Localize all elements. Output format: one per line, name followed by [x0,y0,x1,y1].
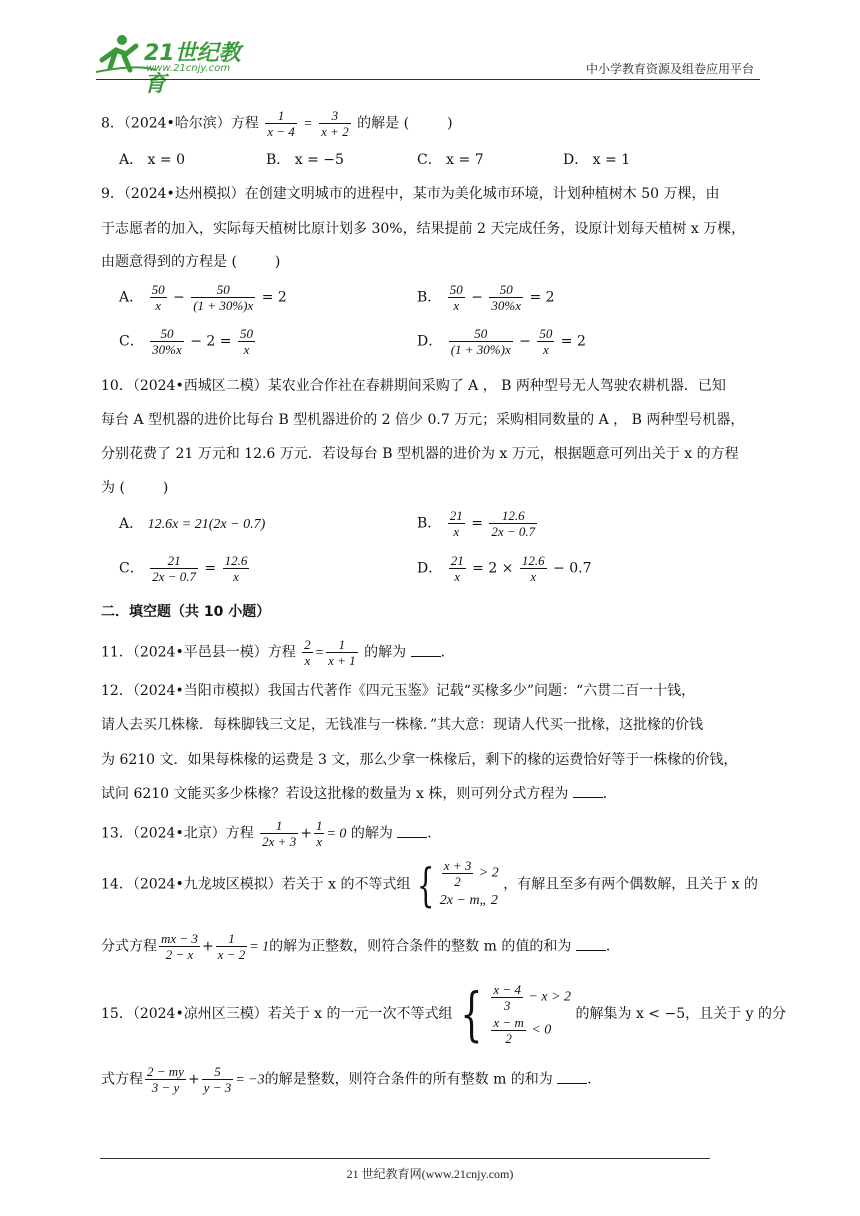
logo-text: 21世纪教育 [144,41,241,97]
q12-line-3: 为 6210 文．如果每株椽的运费是 3 文，那么少拿一株椽后，剩下的椽的运费恰好等于一株椽的价钱， [101,752,738,768]
q8-fraction-left: $\frac{1}{x - 4}$ [267,108,295,139]
q12-line-2: 请人去买几株椽．每株脚钱三文足，无钱准与一株椽．”其大意：现请人代买一批椽，这批椽的价钱 [101,717,704,733]
q11-answer-blank[interactable] [411,642,441,657]
q9-option-c[interactable]: C． $\frac{50}{30\%x}$ − 2 = $\frac{50}{x}$ [119,326,253,357]
header-divider [96,79,760,80]
q10-line-2: 每台 A 型机器的进价比每台 B 型机器进价的 2 倍少 0.7 万元；采购相同数量的 A ， B 两种型号机器， [101,412,745,428]
q15-line-2: 式方程 $\frac{2 - my}{3 - y}$ + $\frac{5}{y - 3}$ = −3的解是整数，则符合条件的所有整数 m 的和为 ． [101,1064,602,1095]
q15-line-1: 15．（2024•凉州区三模）若关于 x 的一元一次不等式组 { $\frac{x - 4}{3}$ − x > 2 $\frac{x - m}{2}$ < 0 的解集为 x < −5，且关于 y 的分 [101,980,786,1048]
question-11: 11．（2024•平邑县一模）方程 $\frac{2}{x}$ = $\frac{1}{x + 1}$ 的解为 ． [101,637,455,668]
q10-option-b[interactable]: B． $\frac{21}{x}$ = $\frac{12.6}{2x - 0.7}$ [417,508,536,539]
question-8: 8．（2024•哈尔滨）方程 $\frac{1}{x - 4}$ = $\frac{3}{x + 2}$ 的解是 ( ) [101,108,453,139]
q10-line-4: 为 ( ) [101,480,169,496]
q8-suffix: 的解是 ( [357,115,410,132]
footer-divider [100,1158,710,1159]
q13-answer-blank[interactable] [397,823,427,838]
q10-option-a[interactable]: A． 12.6x = 21(2x − 0.7) [119,516,266,532]
q8-option-a[interactable]: A． x = 0 [119,152,185,168]
header-right-title: 中小学教育资源及组卷应用平台 [585,62,754,76]
q14-answer-blank[interactable] [576,936,606,951]
q10-option-d[interactable]: D． $\frac{21}{x}$ = 2 × $\frac{12.6}{x}$ − 0.7 [417,553,592,584]
q10-line-3: 分别花费了 21 万元和 12.6 万元．若设每台 B 型机器的进价为 x 万元，根据题意可列出关于 x 的方程 [101,446,739,462]
q9-line-1: 9．（2024•达州模拟）在创建文明城市的进程中，某市为美化城市环境，计划种植树木 50 万棵，由 [101,186,720,202]
q9-line-3: 由题意得到的方程是 ( ) [101,254,281,270]
q14-line-2: 分式方程 $\frac{mx - 3}{2 - x}$ + $\frac{1}{x - 2}$ = 1的解为正整数，则符合条件的整数 m 的值的和为 ． [101,931,620,962]
q8-option-d[interactable]: D． x = 1 [563,152,631,168]
q8-close: ) [447,115,453,132]
q10-line-1: 10．（2024•西城区二模）某农业合作社在春耕期间采购了 A ， B 两种型号无人驾驶农耕机器．已知 [101,378,726,394]
q8-option-c[interactable]: C． x = 7 [417,152,484,168]
q8-fraction-right: $\frac{3}{x + 2}$ [321,108,349,139]
logo-url: www.21cnjy.com [146,63,231,74]
question-13: 13．（2024•北京）方程 $\frac{1}{2x + 3}$ + $\frac{1}{x}$ = 0 的解为 ． [101,818,442,849]
q9-option-d[interactable]: D． $\frac{50}{(1 + 30\%)x}$ − $\frac{50}{x}$ = 2 [417,326,586,357]
logo [96,34,256,97]
q9-option-a[interactable]: A． $\frac{50}{x}$ − $\frac{50}{(1 + 30\%)x}$ = 2 [119,282,287,313]
q12-line-4: 试问 6210 文能买多少株椽？若设这批椽的数量为 x 株，则可列分式方程为 ． [101,783,760,804]
section-fill-in-title: 二．填空题（共 10 小题） [101,604,271,620]
q8-prefix: 8．（2024•哈尔滨）方程 [101,115,259,132]
q9-line-2: 于志愿者的加入，实际每天植树比原计划多 30%，结果提前 2 天完成任务，设原计划每天植树 x 万棵， [101,221,746,237]
q12-line-1: 12．（2024•当阳市模拟）我国古代著作《四元玉鉴》记载“买椽多少”问题：“六贯二百一十钱， [101,683,696,699]
footer-text: 21 世纪教育网(www.21cnjy.com) [346,1167,514,1181]
q14-line-1: 14．（2024•九龙坡区模拟）若关于 x 的不等式组 { $\frac{x + 3}{2}$ > 2 2x − m„ 2 ，有解且至多有两个偶数解，且关于 x 的 [101,857,759,912]
q9-option-b[interactable]: B． $\frac{50}{x}$ − $\frac{50}{30\%x}$ = 2 [417,282,555,313]
q10-option-c[interactable]: C． $\frac{21}{2x - 0.7}$ = $\frac{12.6}{x}$ [119,553,248,584]
q8-option-b[interactable]: B． x = −5 [266,152,344,168]
q15-answer-blank[interactable] [557,1069,587,1084]
q12-answer-blank[interactable] [573,783,603,798]
